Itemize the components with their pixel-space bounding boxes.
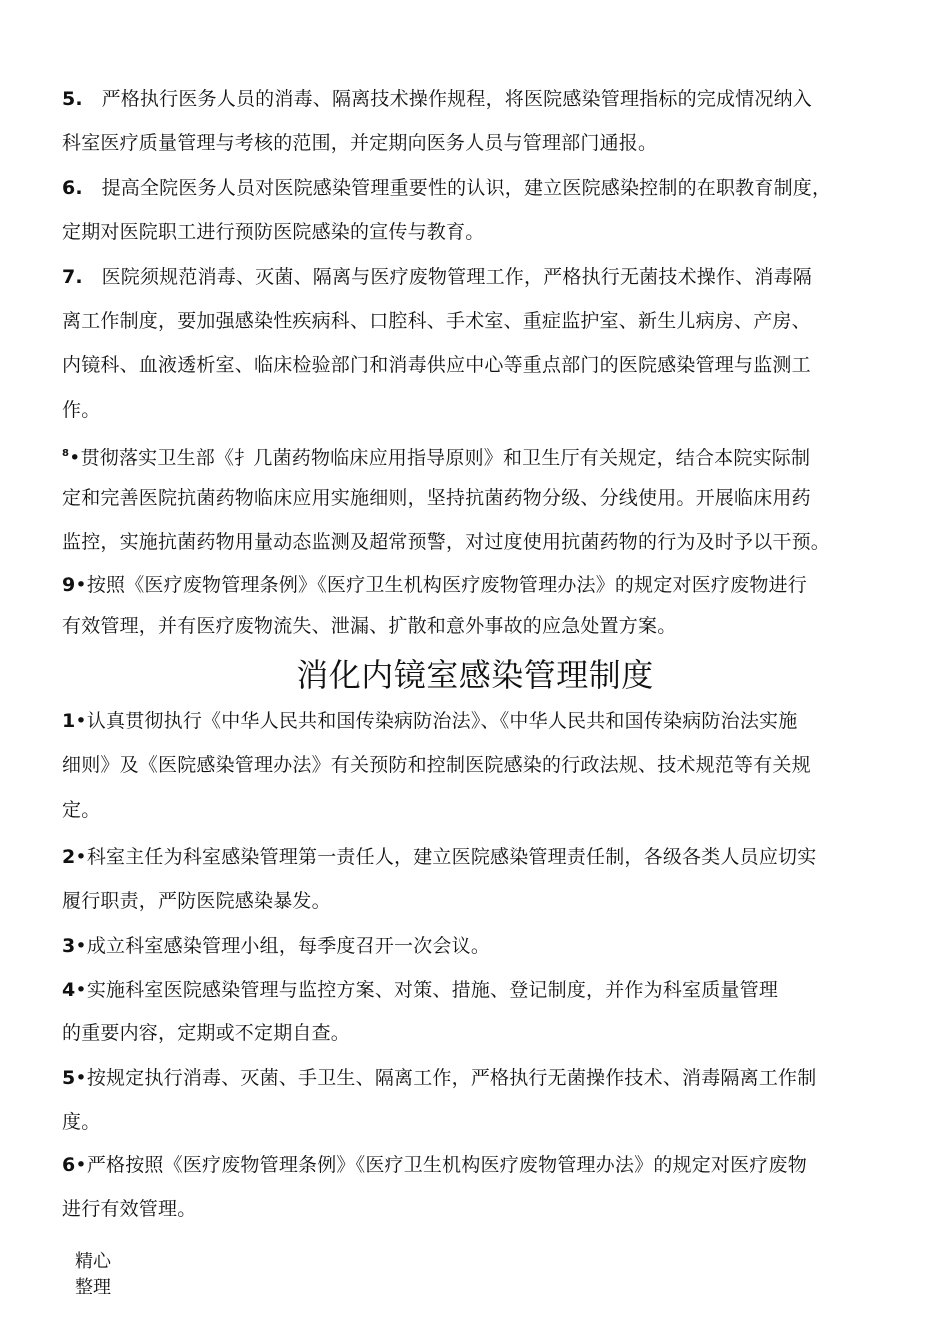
item-text: 提高全院医务人员对医院感染管理重要性的认识，建立医院感染控制的在职教育制度， <box>101 177 832 199</box>
rule-1-line-2: 细则》及《医院感染管理办法》有关预防和控制医院感染的行政法规、技术规范等有关规 <box>62 754 811 776</box>
item-8-line-1 <box>62 442 810 470</box>
item-7-line-1 <box>62 265 812 289</box>
item-9-line-2: 有效管理，并有医疗废物流失、泄漏、扩散和意外事故的应急处置方案。 <box>62 615 677 637</box>
item-number: 2 <box>62 846 76 868</box>
item-number: 5 <box>62 1067 76 1089</box>
item-number: 1 <box>62 710 76 732</box>
rule-2-line-1 <box>62 845 816 869</box>
item-text: •贯彻落实卫生部《扌几菌药物临床应用指导原则》和卫生厅有关规定，结合本院实际制 <box>69 447 811 469</box>
rule-1-line-3: 定。 <box>62 799 101 821</box>
item-text: •实施科室医院感染管理与监控方案、对策、措施、登记制度，并作为科室质量管理 <box>75 979 779 1001</box>
item-number: 7. <box>62 266 83 288</box>
item-9-line-1 <box>62 573 807 597</box>
item-text: •按规定执行消毒、灭菌、手卫生、隔离工作，严格执行无菌操作技术、消毒隔离工作制 <box>75 1067 817 1089</box>
item-7-line-2: 离工作制度，要加强感染性疾病科、口腔科、手术室、重症监护室、新生儿病房、产房、 <box>62 310 811 332</box>
item-8-line-3: 监控，实施抗菌药物用量动态监测及超常预警，对过度使用抗菌药物的行为及时予以干预。 <box>62 531 831 553</box>
section-title: 消化内镜室感染管理制度 <box>296 656 654 694</box>
item-number: 6 <box>62 1154 76 1176</box>
item-text: •按照《医疗废物管理条例》《医疗卫生机构医疗废物管理办法》的规定对医疗废物进行 <box>75 574 807 596</box>
rule-5-line-2: 度。 <box>62 1111 101 1133</box>
item-number: 8 <box>62 448 70 459</box>
item-number: 5. <box>62 88 83 110</box>
footer-line-1: 精心 <box>75 1251 111 1272</box>
item-text: 医院须规范消毒、灭菌、隔离与医疗废物管理工作，严格执行无菌技术操作、消毒隔 <box>101 266 812 288</box>
item-number: 3 <box>62 935 76 957</box>
rule-5-line-1 <box>62 1066 816 1090</box>
rule-4-line-2: 的重要内容，定期或不定期自查。 <box>62 1022 351 1044</box>
item-text: •认真贯彻执行《中华人民共和国传染病防治法》、《中华人民共和国传染病防治法实施 <box>75 710 798 732</box>
item-5-line-2: 科室医疗质量管理与考核的范围，并定期向医务人员与管理部门通报。 <box>62 132 658 154</box>
rule-6-line-1 <box>62 1153 807 1177</box>
item-number: 6. <box>62 177 83 199</box>
item-8-line-2: 定和完善医院抗菌药物临床应用实施细则，坚持抗菌药物分级、分线使用。开展临床用药 <box>62 487 811 509</box>
item-number: 9 <box>62 574 76 596</box>
item-7-line-4: 作。 <box>62 399 101 421</box>
item-6-line-1 <box>62 176 831 200</box>
item-6-line-2: 定期对医院职工进行预防医院感染的宣传与教育。 <box>62 221 485 243</box>
footer-line-2: 整理 <box>75 1277 111 1298</box>
rule-3-line-1 <box>62 934 490 958</box>
item-number: 4 <box>62 979 76 1001</box>
item-7-line-3: 内镜科、血液透析室、临床检验部门和消毒供应中心等重点部门的医院感染管理与监测工 <box>62 354 811 376</box>
item-text: •科室主任为科室感染管理第一责任人，建立医院感染管理责任制，各级各类人员应切实 <box>75 846 817 868</box>
item-text: •成立科室感染管理小组，每季度召开一次会议。 <box>75 935 491 957</box>
item-text: •严格按照《医疗废物管理条例》《医疗卫生机构医疗废物管理办法》的规定对医疗废物 <box>75 1154 807 1176</box>
rule-2-line-2: 履行职责，严防医院感染暴发。 <box>62 890 331 912</box>
item-5-line-1 <box>62 87 812 111</box>
rule-6-line-2: 进行有效管理。 <box>62 1198 197 1220</box>
rule-1-line-1 <box>62 709 797 733</box>
rule-4-line-1 <box>62 978 778 1002</box>
item-text: 严格执行医务人员的消毒、隔离技术操作规程，将医院感染管理指标的完成情况纳入 <box>101 88 812 110</box>
